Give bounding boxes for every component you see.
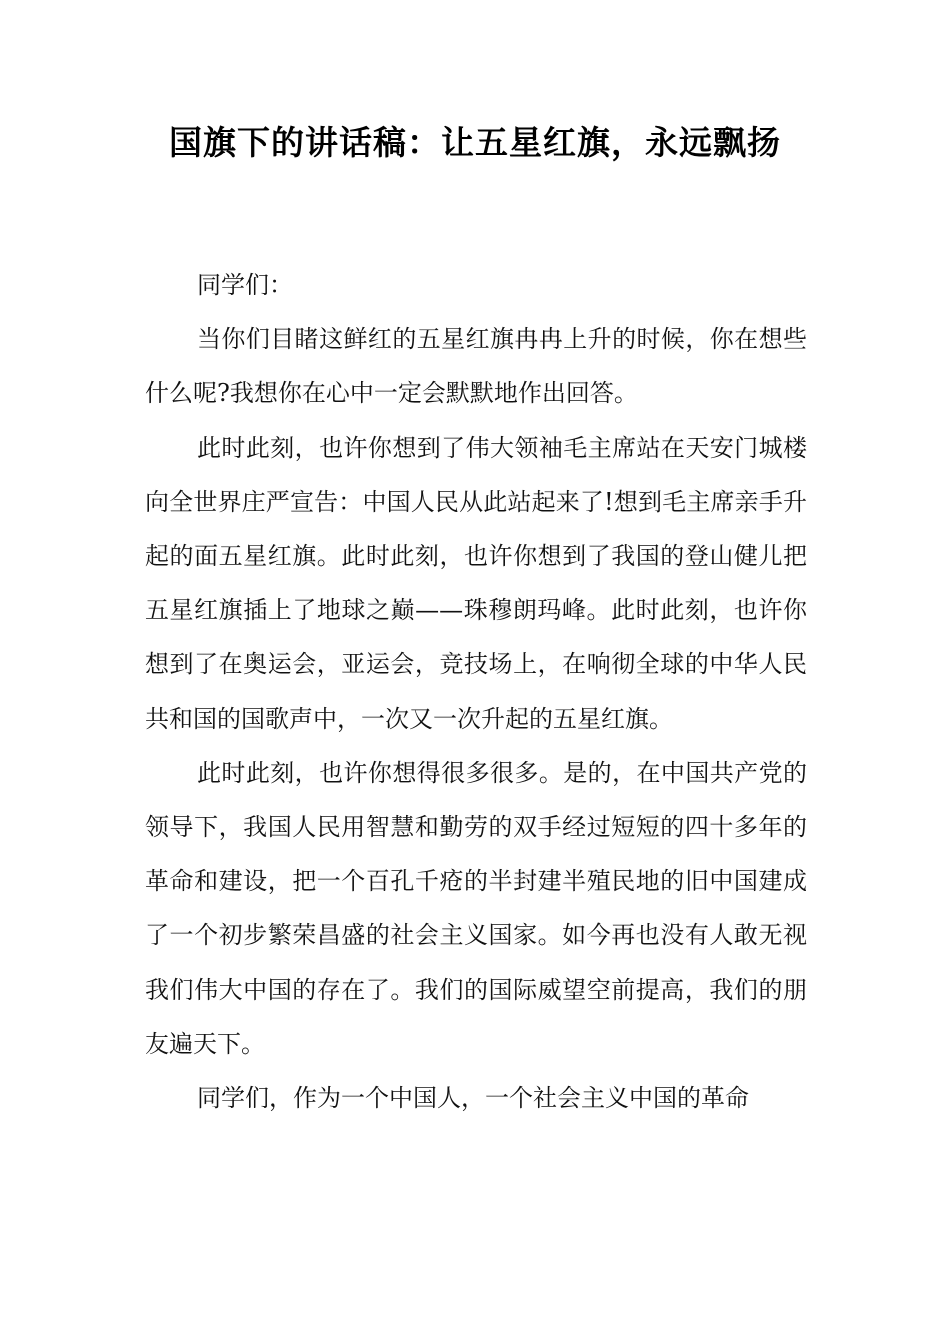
paragraph: 此时此刻，也许你想得很多很多。是的，在中国共产党的领导下，我国人民用智慧和勤劳的双手经过短短的四十多年的革命和建设，把一个百孔千疮的半封建半殖民地的旧中国建成了一个初步繁荣昌盛的社会主义国家。如今再也没有人敢无视我们伟大中国的存在了。我们的国际威望空前提高，我们的朋友遍天下。 — [145, 758, 807, 1058]
paragraph: 同学们： — [197, 271, 293, 299]
document-body — [145, 258, 807, 1125]
paragraph: 当你们目睹这鲜红的五星红旗冉冉上升的时候，你在想些什么呢?我想你在心中一定会默默地作出回答。 — [145, 325, 807, 408]
paragraph: 同学们，作为一个中国人，一个社会主义中国的革命 — [197, 1084, 749, 1113]
page-title: 国旗下的讲话稿：让五星红旗，永远飘扬 — [169, 123, 781, 162]
paragraph: 此时此刻，也许你想到了伟大领袖毛主席站在天安门城楼向全世界庄严宣告：中国人民从此站起来了!想到毛主席亲手升起的面五星红旗。此时此刻，也许你想到了我国的登山健儿把五星红旗插上了地球之巅——珠穆朗玛峰。此时此刻，也许你想到了在奥运会，亚运会，竞技场上，在响彻全球的中华人民共和国的国歌声中，一次又一次升起的五星红旗。 — [145, 433, 807, 733]
